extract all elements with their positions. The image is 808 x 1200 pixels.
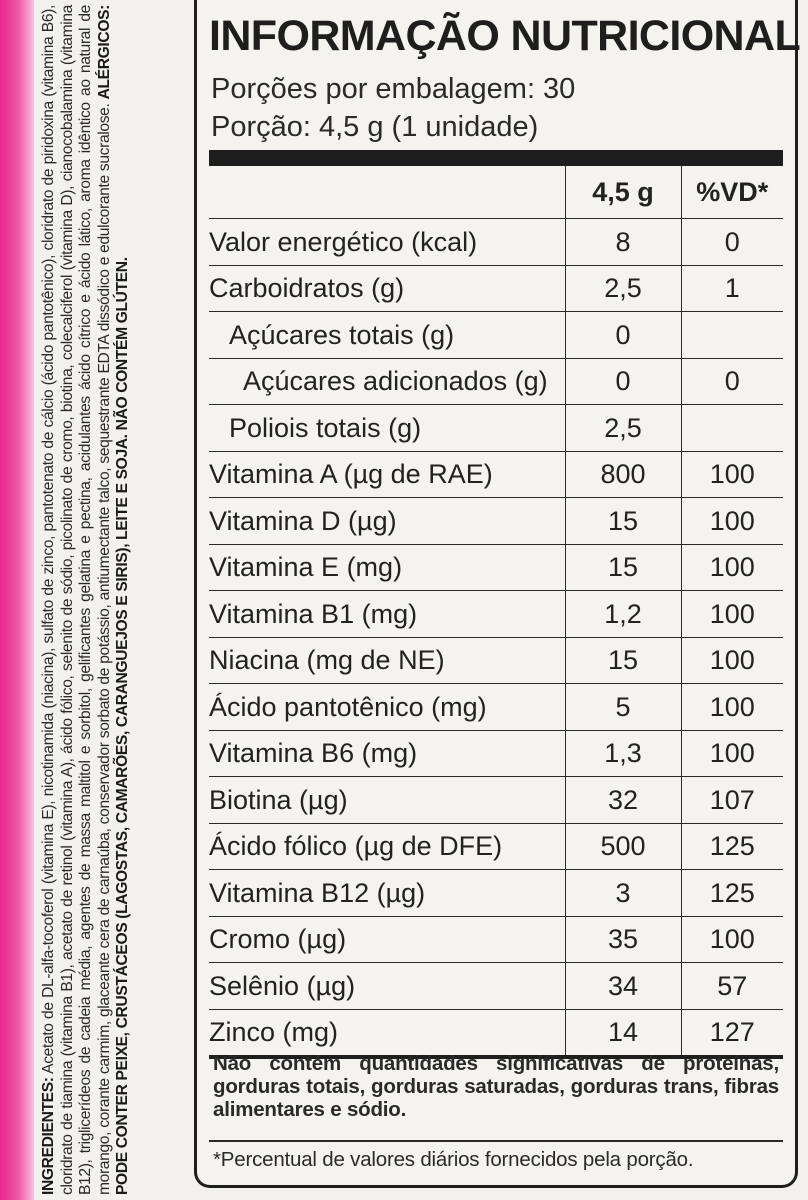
panel-title: INFORMAÇÃO NUTRICIONAL xyxy=(209,12,801,60)
ingredients-column xyxy=(40,0,190,1200)
table-row xyxy=(209,544,783,591)
nutrient-name: Poliois totais (g) xyxy=(209,405,565,452)
nutrition-rows xyxy=(209,219,783,1058)
nutrient-name: Açúcares adicionados (g) xyxy=(209,358,565,405)
nutrient-amount: 32 xyxy=(565,777,681,824)
nutrient-amount: 15 xyxy=(565,498,681,545)
nutrient-name: Açúcares totais (g) xyxy=(209,312,565,359)
nutrition-table xyxy=(209,166,783,1059)
table-row xyxy=(209,219,783,266)
table-row xyxy=(209,358,783,405)
nutrient-amount: 2,5 xyxy=(565,265,681,312)
nutrient-amount: 800 xyxy=(565,451,681,498)
allergen-warning: ALÉRGICOS: PODE CONTER PEIXE, CRUSTÁCEOS (LAGOSTAS, CAMARÕES, CARANGUEJOS E SIRIS), LEITE E SOJA. xyxy=(95,5,132,1195)
ingredients-label: INGREDIENTES: xyxy=(40,1077,57,1195)
nutrient-daily-value: 1 xyxy=(681,265,783,312)
nutrient-daily-value: 100 xyxy=(681,730,783,777)
table-row xyxy=(209,1009,783,1057)
table-row xyxy=(209,312,783,359)
nutrient-name: Vitamina E (mg) xyxy=(209,544,565,591)
table-row xyxy=(209,498,783,545)
servings-per-package: Porções por embalagem: 30 xyxy=(211,73,576,105)
nutrient-amount: 3 xyxy=(565,870,681,917)
nutrient-daily-value: 57 xyxy=(681,963,783,1010)
nutrient-amount: 1,2 xyxy=(565,591,681,638)
nutrient-daily-value: 100 xyxy=(681,451,783,498)
table-row xyxy=(209,405,783,452)
title-divider-bar xyxy=(209,150,783,166)
nutrient-amount: 2,5 xyxy=(565,405,681,452)
nutrient-amount: 0 xyxy=(565,358,681,405)
not-significant-footnote: Não contém quantidades significativas de proteínas, gorduras totais, gorduras saturadas, gorduras trans, fibras alimentares e sódio. xyxy=(213,1052,779,1121)
nutrient-daily-value: 100 xyxy=(681,637,783,684)
nutrient-name: Cromo (µg) xyxy=(209,916,565,963)
nutrient-amount: 0 xyxy=(565,312,681,359)
table-row xyxy=(209,684,783,731)
nutrient-daily-value: 107 xyxy=(681,777,783,824)
table-row xyxy=(209,870,783,917)
nutrient-name: Vitamina B12 (µg) xyxy=(209,870,565,917)
table-row xyxy=(209,637,783,684)
nutrient-name: Vitamina A (µg de RAE) xyxy=(209,451,565,498)
nutrient-amount: 14 xyxy=(565,1009,681,1057)
nutrient-name: Valor energético (kcal) xyxy=(209,219,565,266)
nutrient-name: Biotina (µg) xyxy=(209,777,565,824)
nutrient-name: Zinco (mg) xyxy=(209,1009,565,1057)
header-dv: %VD* xyxy=(681,166,783,219)
table-row xyxy=(209,823,783,870)
ingredients-list: Acetato de DL-alfa-tocoferol (vitamina E), nicotinamida (niacina), sulfato de zinco, pantotenato de cálcio (ácido pantotênico), cloridrato de piridoxina (vitamina B6), cloridrato de tiamina (vitamina B1), acetato de retinol (vitamina A), ácido fólico, selenito de sódio, picolinato de cromo, biotina, colecalciferol (vitamina D), cianocobalamina (vitamina B12), triglicerídeos de cadeia média, agentes de massa maltitol e sorbitol, gelificantes gelatina e pectina, acidulantes ácido cítrico e ácido lático, aroma idêntico ao natural de morango, corante carmim, glaceante cera de carnaúba, conservador sorbato de potássio, antiumectante talco, sequestrante EDTA dissódico e edulcorante sucralose. xyxy=(40,5,113,1195)
nutrient-daily-value: 100 xyxy=(681,684,783,731)
footnote-divider xyxy=(209,1140,783,1142)
table-row xyxy=(209,777,783,824)
table-row xyxy=(209,916,783,963)
nutrient-daily-value: 125 xyxy=(681,870,783,917)
nutrient-name: Niacina (mg de NE) xyxy=(209,637,565,684)
nutrient-amount: 5 xyxy=(565,684,681,731)
nutrient-daily-value xyxy=(681,312,783,359)
nutrient-amount: 8 xyxy=(565,219,681,266)
nutrient-amount: 500 xyxy=(565,823,681,870)
nutrient-daily-value: 100 xyxy=(681,498,783,545)
nutrient-name: Vitamina B1 (mg) xyxy=(209,591,565,638)
nutrient-daily-value: 0 xyxy=(681,358,783,405)
table-row xyxy=(209,963,783,1010)
serving-size: Porção: 4,5 g (1 unidade) xyxy=(211,111,539,143)
table-row xyxy=(209,265,783,312)
nutrient-daily-value: 100 xyxy=(681,591,783,638)
nutrient-name: Ácido fólico (µg de DFE) xyxy=(209,823,565,870)
nutrient-name: Selênio (µg) xyxy=(209,963,565,1010)
table-row xyxy=(209,591,783,638)
table-row xyxy=(209,451,783,498)
nutrient-amount: 15 xyxy=(565,637,681,684)
daily-value-footnote: *Percentual de valores diários fornecidos pela porção. xyxy=(213,1148,694,1171)
nutrient-daily-value: 127 xyxy=(681,1009,783,1057)
nutrient-name: Carboidratos (g) xyxy=(209,265,565,312)
table-header-row xyxy=(209,166,783,219)
nutrient-daily-value: 0 xyxy=(681,219,783,266)
nutrient-amount: 1,3 xyxy=(565,730,681,777)
nutrient-amount: 15 xyxy=(565,544,681,591)
nutrient-name: Vitamina D (µg) xyxy=(209,498,565,545)
nutrient-daily-value: 100 xyxy=(681,544,783,591)
nutrient-daily-value: 100 xyxy=(681,916,783,963)
nutrient-amount: 34 xyxy=(565,963,681,1010)
package-pink-edge xyxy=(0,0,34,1200)
nutrient-daily-value: 125 xyxy=(681,823,783,870)
nutrition-facts-panel xyxy=(194,0,801,1188)
ingredients-text xyxy=(40,5,190,1195)
nutrient-name: Vitamina B6 (mg) xyxy=(209,730,565,777)
header-nutrient xyxy=(209,166,565,219)
gluten-statement: NÃO CONTÉM GLÚTEN. xyxy=(114,257,132,431)
table-row xyxy=(209,730,783,777)
header-amount: 4,5 g xyxy=(565,166,681,219)
nutrient-daily-value xyxy=(681,405,783,452)
nutrient-amount: 35 xyxy=(565,916,681,963)
nutrient-name: Ácido pantotênico (mg) xyxy=(209,684,565,731)
